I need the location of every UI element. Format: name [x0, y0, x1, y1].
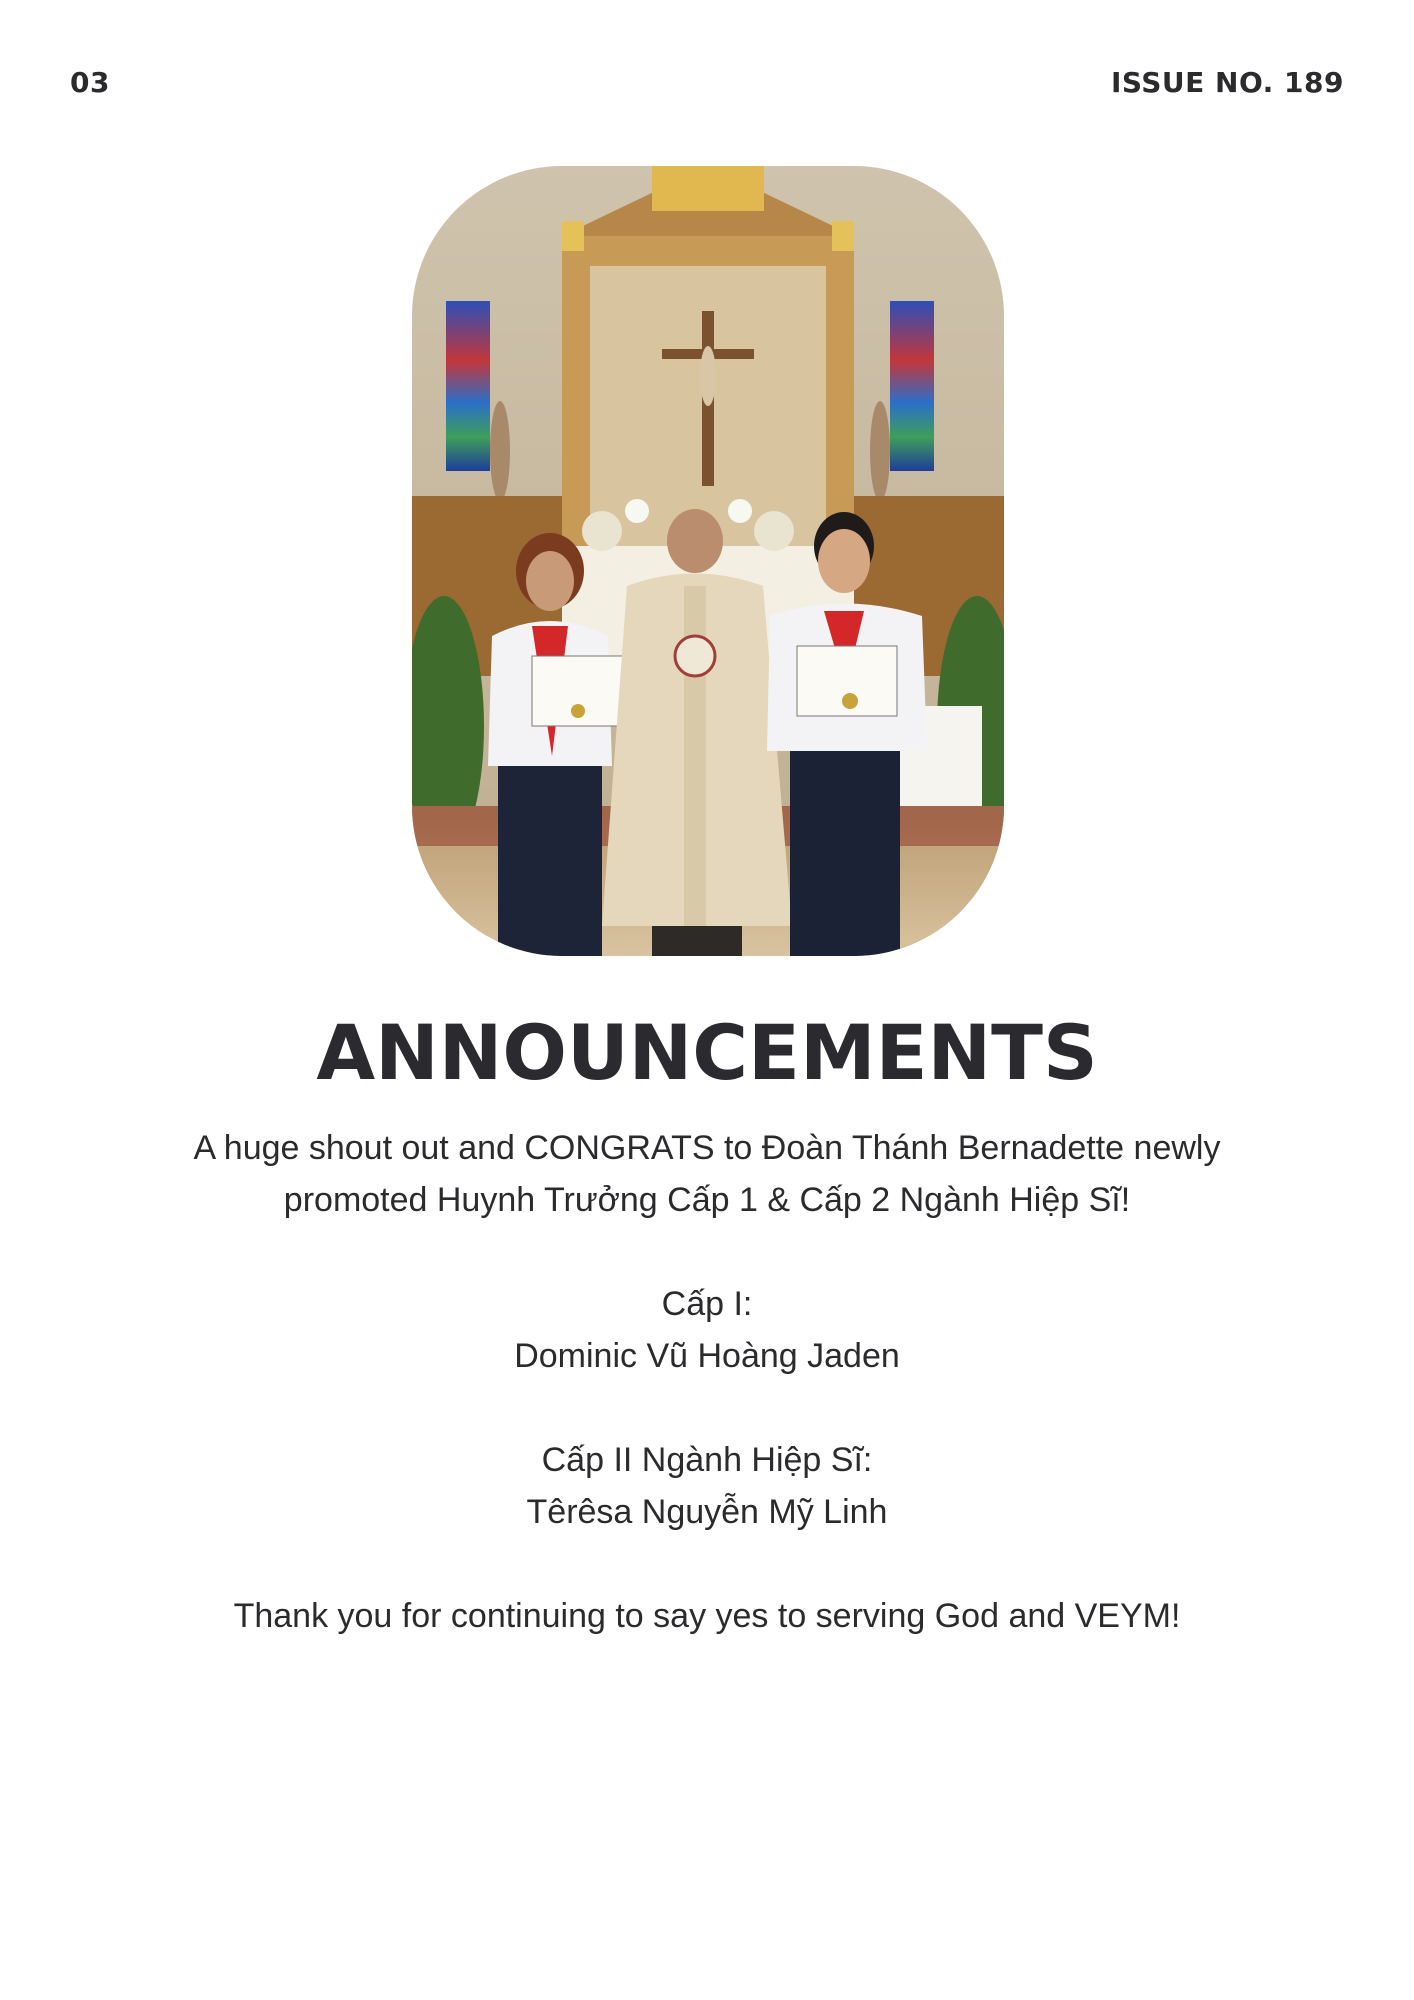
page-number: 03: [70, 66, 110, 99]
church-group-photo: [412, 166, 1004, 956]
level1-name: Dominic Vũ Hoàng Jaden: [514, 1337, 900, 1375]
announcement-body: [140, 1122, 1274, 1642]
page-title: ANNOUNCEMENTS: [316, 1008, 1098, 1097]
level1-label: Cấp I:: [661, 1285, 753, 1323]
issue-number: ISSUE NO. 189: [1110, 66, 1344, 99]
intro-line: promoted Huynh Trưởng Cấp 1 & Cấp 2 Ngành Hiệp Sĩ!: [283, 1181, 1131, 1219]
closing-line: Thank you for continuing to say yes to serving God and VEYM!: [233, 1597, 1181, 1635]
intro-line: A huge shout out and CONGRATS to Đoàn Thánh Bernadette newly: [193, 1129, 1221, 1167]
level2-name: Têrêsa Nguyễn Mỹ Linh: [526, 1493, 888, 1531]
level2-label: Cấp II Ngành Hiệp Sĩ:: [541, 1441, 873, 1479]
